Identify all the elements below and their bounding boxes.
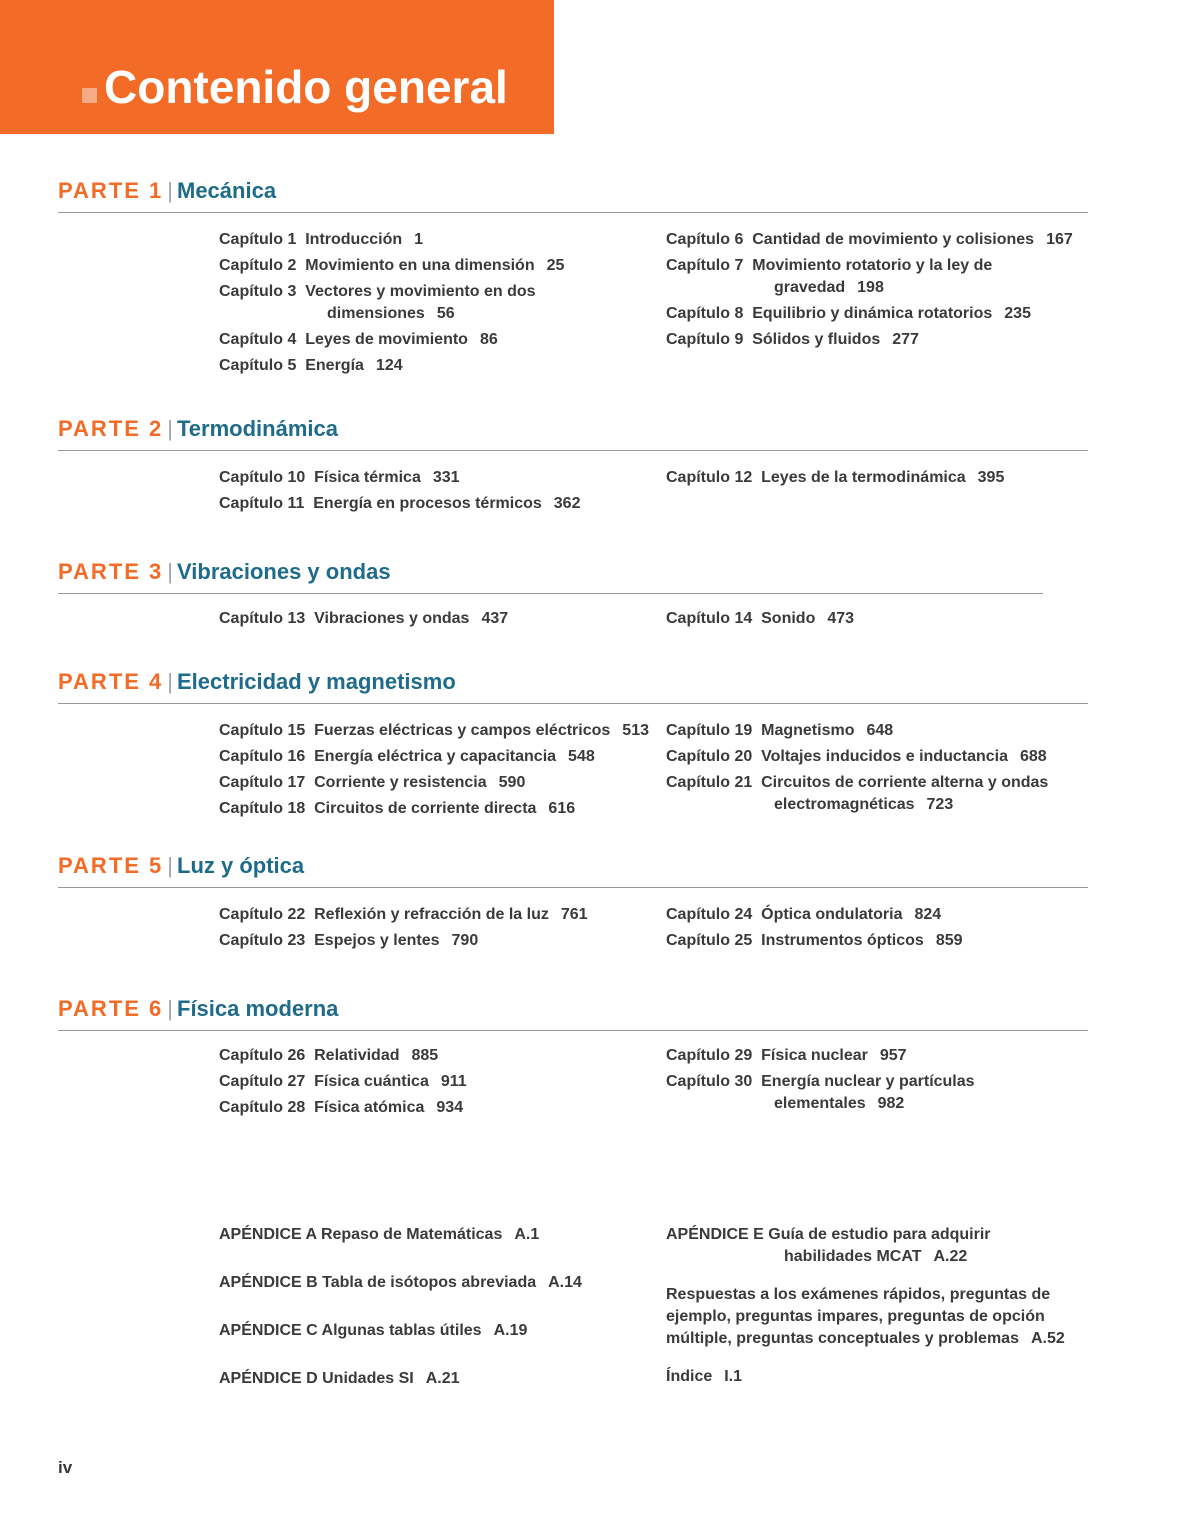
chapter-number: Capítulo 25 xyxy=(666,932,753,949)
chapter-number: Capítulo 30 xyxy=(666,1073,753,1090)
chapter-entry[interactable] xyxy=(219,930,588,952)
chapter-page: 957 xyxy=(879,1047,907,1064)
chapter-number: Capítulo 27 xyxy=(219,1073,306,1090)
appendix-b[interactable]: APÉNDICE B Tabla de isótopos abreviada A.14 xyxy=(219,1274,582,1291)
chapter-title: Reflexión y refracción de la luz xyxy=(314,906,549,923)
chapter-entry[interactable] xyxy=(219,329,564,351)
chapter-page: 616 xyxy=(548,800,576,817)
chapter-page: 235 xyxy=(1004,305,1031,322)
chapter-title: Magnetismo xyxy=(761,722,855,739)
chapter-column-left xyxy=(219,904,588,956)
chapter-number: Capítulo 4 xyxy=(219,331,297,348)
part-heading xyxy=(58,559,391,585)
chapter-entry[interactable] xyxy=(666,1045,975,1067)
part-heading xyxy=(58,996,338,1022)
chapter-page: 790 xyxy=(451,932,479,949)
chapter-page: 911 xyxy=(440,1073,467,1090)
chapter-page: 513 xyxy=(622,722,649,739)
page-number: iv xyxy=(58,1458,73,1477)
chapter-number: Capítulo 9 xyxy=(666,331,744,348)
chapter-number: Capítulo 13 xyxy=(219,610,306,627)
chapter-title: Cantidad de movimiento y colisiones xyxy=(752,231,1035,248)
part-label: PARTE 1 xyxy=(58,178,164,203)
section-divider xyxy=(58,450,1088,451)
chapter-page: 25 xyxy=(546,257,565,274)
chapter-title: Movimiento rotatorio y la ley de xyxy=(752,257,993,274)
chapter-column-right xyxy=(666,904,963,956)
chapter-title: Física térmica xyxy=(314,469,421,486)
chapter-entry[interactable] xyxy=(666,467,1004,489)
chapter-title: Energía xyxy=(305,357,364,374)
chapter-page: 395 xyxy=(977,469,1005,486)
chapter-column-left xyxy=(219,229,564,381)
appendix-a[interactable]: APÉNDICE A Repaso de Matemáticas A.1 xyxy=(219,1226,540,1243)
appendix-column-right xyxy=(666,1224,1065,1388)
appendix-e[interactable]: APÉNDICE E Guía de estudio para adquirir habilidades MCAT A.22 xyxy=(666,1226,991,1265)
chapter-title-cont: gravedad xyxy=(774,279,846,296)
chapter-number: Capítulo 12 xyxy=(666,469,753,486)
chapter-number: Capítulo 16 xyxy=(219,748,306,765)
chapter-title: Óptica ondulatoria xyxy=(761,906,903,923)
chapter-column-left xyxy=(219,1045,467,1123)
chapter-number: Capítulo 10 xyxy=(219,469,306,486)
chapter-number: Capítulo 21 xyxy=(666,774,753,791)
chapter-title: Instrumentos ópticos xyxy=(761,932,924,949)
chapter-title: Leyes de la termodinámica xyxy=(761,469,966,486)
chapter-entry[interactable] xyxy=(219,255,564,277)
chapter-entry[interactable] xyxy=(666,229,1073,251)
part-label: PARTE 3 xyxy=(58,559,164,584)
chapter-page: 1 xyxy=(414,231,424,248)
chapter-title: Sólidos y fluidos xyxy=(752,331,881,348)
chapter-number: Capítulo 20 xyxy=(666,748,753,765)
chapter-number: Capítulo 26 xyxy=(219,1047,306,1064)
section-divider xyxy=(58,1030,1088,1031)
appendix-d[interactable]: APÉNDICE D Unidades SI A.21 xyxy=(219,1370,460,1387)
chapter-number: Capítulo 6 xyxy=(666,231,744,248)
chapter-number: Capítulo 14 xyxy=(666,610,753,627)
appendix-column-left xyxy=(219,1224,582,1390)
chapter-number: Capítulo 15 xyxy=(219,722,306,739)
chapter-title: Fuerzas eléctricas y campos eléctricos xyxy=(314,722,611,739)
section-divider xyxy=(58,212,1088,213)
chapter-title: Leyes de movimiento xyxy=(305,331,468,348)
chapter-column-left xyxy=(219,720,649,824)
part-name: Física moderna xyxy=(177,996,339,1021)
page-title: Contenido general xyxy=(104,61,508,113)
chapter-entry[interactable] xyxy=(219,1097,467,1119)
part-label: PARTE 2 xyxy=(58,416,164,441)
chapter-title: Vectores y movimiento en dos xyxy=(305,283,536,300)
part-name: Vibraciones y ondas xyxy=(177,559,391,584)
chapter-entry[interactable] xyxy=(219,772,649,794)
chapter-entry[interactable] xyxy=(666,1071,975,1115)
chapter-entry[interactable] xyxy=(666,608,854,630)
chapter-title-cont: dimensiones xyxy=(327,305,425,322)
chapter-number: Capítulo 29 xyxy=(666,1047,753,1064)
chapter-title: Corriente y resistencia xyxy=(314,774,487,791)
part-heading xyxy=(58,416,338,442)
chapter-title: Relatividad xyxy=(314,1047,400,1064)
chapter-number: Capítulo 17 xyxy=(219,774,306,791)
chapter-page: 362 xyxy=(553,495,581,512)
chapter-number: Capítulo 8 xyxy=(666,305,744,322)
chapter-column-right xyxy=(666,229,1073,355)
index-entry[interactable]: Índice I.1 xyxy=(666,1368,743,1385)
chapter-entry[interactable] xyxy=(219,1045,467,1067)
chapter-number: Capítulo 1 xyxy=(219,231,297,248)
chapter-title: Equilibrio y dinámica rotatorios xyxy=(752,305,993,322)
chapter-entry[interactable] xyxy=(666,720,1048,742)
chapter-page: 277 xyxy=(892,331,919,348)
part-separator: | xyxy=(167,853,173,878)
answers-entry[interactable]: Respuestas a los exámenes rápidos, preguntas de ejemplo, preguntas impares, preguntas de opción múltiple, preguntas conceptuales y problemas A.52 xyxy=(666,1286,1065,1347)
chapter-page: 885 xyxy=(411,1047,439,1064)
part-heading xyxy=(58,178,276,204)
chapter-page: 934 xyxy=(436,1099,464,1116)
chapter-entry[interactable] xyxy=(666,746,1048,768)
part-separator: | xyxy=(167,996,173,1021)
part-name: Termodinámica xyxy=(177,416,338,441)
chapter-entry[interactable] xyxy=(219,608,508,630)
part-heading xyxy=(58,853,304,879)
chapter-page: 982 xyxy=(877,1095,905,1112)
chapter-entry[interactable] xyxy=(219,798,649,820)
chapter-title: Movimiento en una dimensión xyxy=(305,257,535,274)
chapter-title: Física cuántica xyxy=(314,1073,429,1090)
part-separator: | xyxy=(167,669,173,694)
chapter-number: Capítulo 5 xyxy=(219,357,297,374)
section-divider xyxy=(58,703,1088,704)
chapter-page: 167 xyxy=(1046,231,1073,248)
part-separator: | xyxy=(167,416,173,441)
chapter-title: Energía eléctrica y capacitancia xyxy=(314,748,557,765)
chapter-page: 86 xyxy=(479,331,498,348)
chapter-entry[interactable] xyxy=(666,904,963,926)
chapter-column-right xyxy=(666,720,1048,820)
chapter-title: Energía en procesos térmicos xyxy=(313,495,542,512)
section-divider xyxy=(58,887,1088,888)
part-separator: | xyxy=(167,559,173,584)
chapter-entry[interactable] xyxy=(666,255,1073,299)
chapter-title: Sonido xyxy=(761,610,816,627)
chapter-entry[interactable] xyxy=(219,720,649,742)
bullet-square-icon xyxy=(82,88,97,103)
chapter-title: Introducción xyxy=(305,231,403,248)
chapter-page: 124 xyxy=(375,357,403,374)
chapter-entry[interactable] xyxy=(219,281,564,325)
chapter-number: Capítulo 19 xyxy=(666,722,753,739)
part-name: Luz y óptica xyxy=(177,853,305,878)
part-label: PARTE 5 xyxy=(58,853,164,878)
chapter-number: Capítulo 2 xyxy=(219,257,297,274)
chapter-title: Física nuclear xyxy=(761,1047,868,1064)
chapter-entry[interactable] xyxy=(219,904,588,926)
chapter-page: 548 xyxy=(568,748,595,765)
chapter-number: Capítulo 24 xyxy=(666,906,753,923)
chapter-column-right xyxy=(666,608,854,634)
chapter-number: Capítulo 11 xyxy=(219,495,305,512)
chapter-entry[interactable] xyxy=(666,329,1073,351)
chapter-page: 761 xyxy=(560,906,588,923)
chapter-entry[interactable] xyxy=(219,467,580,489)
chapter-entry[interactable] xyxy=(219,493,580,515)
chapter-entry[interactable] xyxy=(666,772,1048,816)
part-label: PARTE 6 xyxy=(58,996,164,1021)
chapter-column-left xyxy=(219,608,508,634)
chapter-title-cont: elementales xyxy=(774,1095,866,1112)
chapter-column-right xyxy=(666,467,1004,493)
chapter-title: Circuitos de corriente alterna y ondas xyxy=(761,774,1049,791)
chapter-page: 198 xyxy=(857,279,884,296)
chapter-title-cont: electromagnéticas xyxy=(774,796,915,813)
chapter-page: 859 xyxy=(935,932,963,949)
chapter-entry[interactable] xyxy=(666,930,963,952)
part-name: Mecánica xyxy=(177,178,277,203)
chapter-number: Capítulo 23 xyxy=(219,932,306,949)
part-label: PARTE 4 xyxy=(58,669,164,694)
section-divider xyxy=(58,593,1043,594)
chapter-column-left xyxy=(219,467,580,519)
chapter-page: 437 xyxy=(481,610,509,627)
chapter-title: Espejos y lentes xyxy=(314,932,440,949)
appendix-c[interactable]: APÉNDICE C Algunas tablas útiles A.19 xyxy=(219,1322,528,1339)
chapter-entry[interactable] xyxy=(219,746,649,768)
chapter-entry[interactable] xyxy=(219,355,564,377)
part-heading xyxy=(58,669,456,695)
chapter-number: Capítulo 18 xyxy=(219,800,306,817)
part-name: Electricidad y magnetismo xyxy=(177,669,456,694)
chapter-number: Capítulo 28 xyxy=(219,1099,306,1116)
chapter-column-right xyxy=(666,1045,975,1119)
chapter-number: Capítulo 3 xyxy=(219,283,297,300)
chapter-title: Circuitos de corriente directa xyxy=(314,800,537,817)
chapter-page: 331 xyxy=(432,469,460,486)
chapter-entry[interactable] xyxy=(666,303,1073,325)
chapter-page: 688 xyxy=(1020,748,1047,765)
chapter-page: 723 xyxy=(926,796,954,813)
chapter-entry[interactable] xyxy=(219,1071,467,1093)
chapter-title: Física atómica xyxy=(314,1099,425,1116)
chapter-page: 590 xyxy=(498,774,526,791)
chapter-page: 648 xyxy=(866,722,894,739)
chapter-page: 824 xyxy=(914,906,942,923)
chapter-number: Capítulo 7 xyxy=(666,257,744,274)
part-separator: | xyxy=(167,178,173,203)
chapter-number: Capítulo 22 xyxy=(219,906,306,923)
chapter-title: Energía nuclear y partículas xyxy=(761,1073,975,1090)
chapter-entry[interactable] xyxy=(219,229,564,251)
chapter-page: 473 xyxy=(827,610,855,627)
chapter-title: Voltajes inducidos e inductancia xyxy=(761,748,1008,765)
chapter-title: Vibraciones y ondas xyxy=(314,610,470,627)
chapter-page: 56 xyxy=(436,305,455,322)
